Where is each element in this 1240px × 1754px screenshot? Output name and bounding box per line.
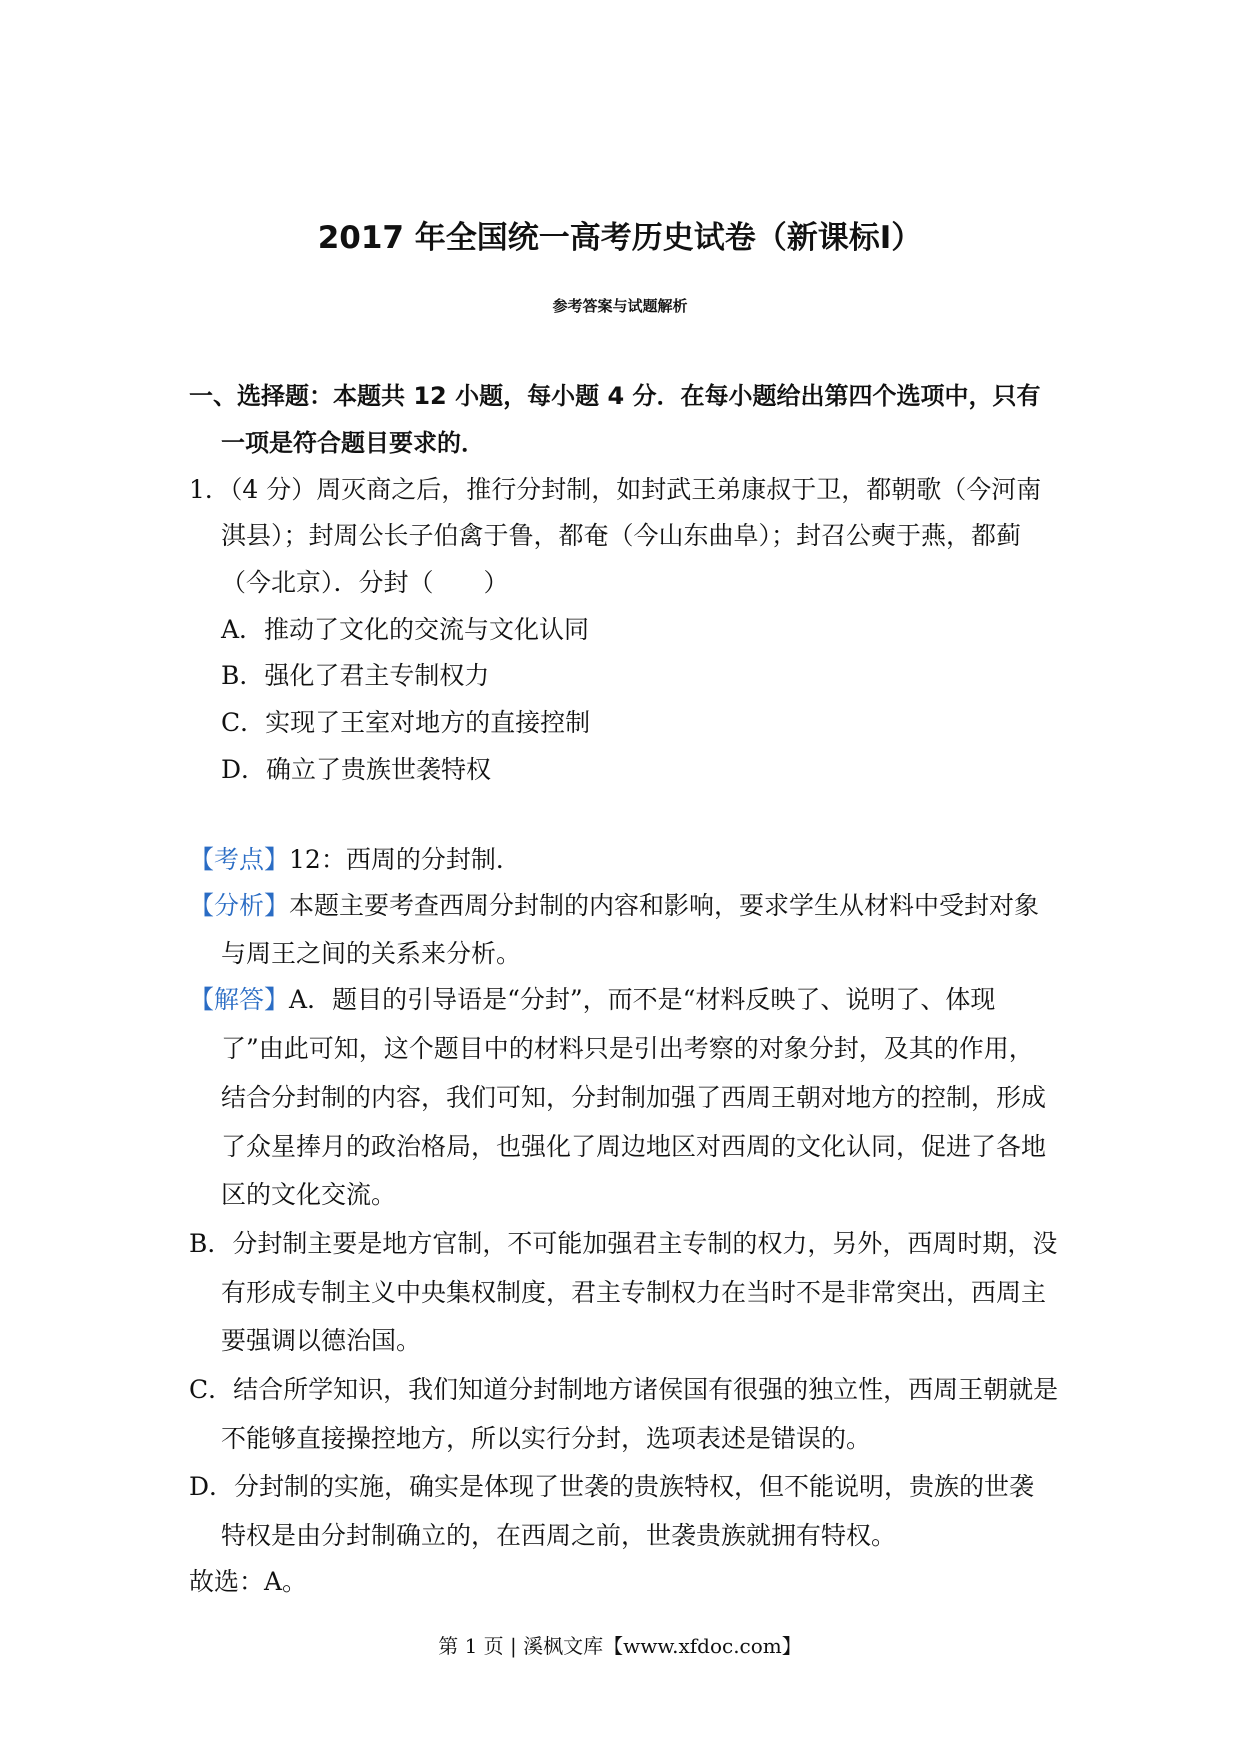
- section-heading-line-2: 一项是符合题目要求的．: [221, 429, 485, 457]
- kaodian-tag: 【考点】: [189, 845, 290, 874]
- option-d: D．确立了贵族世袭特权: [221, 755, 492, 784]
- jieda-row: [189, 985, 995, 1015]
- page-title: 2017 年全国统一高考历史试卷（新课标Ⅰ）: [317, 220, 923, 256]
- explanation-b-line-3: 要强调以德治国。: [221, 1326, 422, 1355]
- jieda-text-line-5: 区的文化交流。: [221, 1180, 397, 1209]
- kaodian-text: 12：西周的分封制．: [289, 845, 521, 874]
- fenxi-tag: 【分析】: [189, 891, 290, 920]
- explanation-d-line-2: 特权是由分封制确立的，在西周之前，世袭贵族就拥有特权。: [221, 1521, 897, 1550]
- page-footer: 第 1 页 | 溪枫文库【www.xfdoc.com】: [438, 1634, 802, 1658]
- explanation-c-line-1: C．结合所学知识，我们知道分封制地方诸侯国有很强的独立性，西周王朝就是: [189, 1375, 1059, 1404]
- question-stem-line-3: （今北京）．分封（ ）: [221, 568, 509, 597]
- explanation-c-line-2: 不能够直接操控地方，所以实行分封，选项表述是错误的。: [221, 1424, 872, 1453]
- explanation-b-line-1: B．分封制主要是地方官制，不可能加强君主专制的权力，另外，西周时期，没: [189, 1229, 1058, 1258]
- fenxi-row: [189, 891, 1039, 921]
- kaodian-row: [189, 845, 521, 875]
- fenxi-text-line-2: 与周王之间的关系来分析。: [221, 939, 522, 968]
- question-stem-line-1: 1．（4 分）周灭商之后，推行分封制，如封武王弟康叔于卫，都朝歌（今河南: [189, 475, 1042, 504]
- jieda-text-line-1: A．题目的引导语是“分封”，而不是“材料反映了、说明了、体现: [289, 985, 996, 1014]
- question-stem-line-2: 淇县）；封周公长子伯禽于鲁，都奄（今山东曲阜）；封召公奭于燕，都蓟: [221, 521, 1022, 550]
- explanation-d-line-1: D．分封制的实施，确实是体现了世袭的贵族特权，但不能说明，贵族的世袭: [189, 1472, 1035, 1501]
- jieda-text-line-4: 了众星捧月的政治格局，也强化了周边地区对西周的文化认同，促进了各地: [221, 1132, 1047, 1161]
- option-c: C．实现了王室对地方的直接控制: [221, 708, 591, 737]
- jieda-text-line-3: 结合分封制的内容，我们可知，分封制加强了西周王朝对地方的控制，形成: [221, 1083, 1047, 1112]
- fenxi-text-line-1: 本题主要考查西周分封制的内容和影响，要求学生从材料中受封对象: [289, 891, 1040, 920]
- option-b: B．强化了君主专制权力: [221, 661, 490, 690]
- option-a: A．推动了文化的交流与文化认同: [221, 615, 590, 644]
- section-heading-line-1: 一、选择题：本题共 12 小题，每小题 4 分．在每小题给出第四个选项中，只有: [189, 382, 1041, 410]
- final-answer: 故选：A。: [189, 1567, 308, 1596]
- jieda-tag: 【解答】: [189, 985, 290, 1014]
- explanation-b-line-2: 有形成专制主义中央集权制度，君主专制权力在当时不是非常突出，西周主: [221, 1278, 1047, 1307]
- jieda-text-line-2: 了”由此可知，这个题目中的材料只是引出考察的对象分封，及其的作用，: [221, 1034, 1034, 1063]
- page-subtitle: 参考答案与试题解析: [552, 297, 688, 315]
